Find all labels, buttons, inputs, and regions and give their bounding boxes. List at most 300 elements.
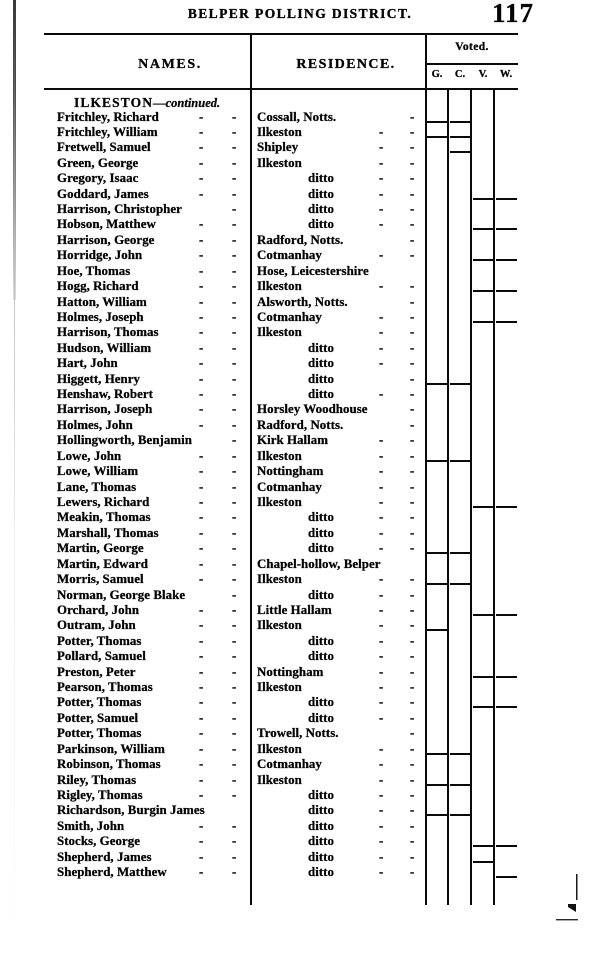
voter-residence: Radford, Notts. (257, 417, 344, 432)
voter-residence: Horsley Woodhouse (257, 402, 368, 417)
voter-name: Fritchley, Richard (57, 109, 159, 124)
name-leader-dash: - (199, 479, 204, 494)
table-row (44, 850, 518, 865)
table-top-rule (44, 33, 518, 35)
voted-tally-mark-v (473, 614, 494, 616)
name-leader-dash: - (199, 417, 204, 432)
residence-leader-dash: - (379, 464, 384, 479)
voter-name: Potter, Samuel (57, 710, 139, 725)
voter-residence: Ilkeston (257, 325, 302, 340)
name-leader-dash: - (199, 849, 204, 864)
table-row (44, 788, 518, 803)
residence-leader-dash: - (410, 618, 415, 633)
voter-residence: ditto (307, 217, 335, 232)
residence-leader-dash: - (410, 155, 415, 170)
voted-tally-mark-g (427, 121, 448, 123)
name-leader-dash: - (232, 248, 237, 263)
name-leader-dash: - (199, 186, 204, 201)
name-leader-dash: - (199, 232, 204, 247)
name-leader-dash: - (232, 525, 237, 540)
voter-name: Rigley, Thomas (57, 787, 143, 802)
residence-leader-dash: - (379, 495, 384, 509)
residence-leader-dash: - (410, 680, 415, 695)
table-row (44, 372, 518, 387)
name-leader-dash: - (199, 387, 204, 402)
name-leader-dash: - (232, 109, 237, 124)
table-row (44, 757, 518, 772)
scan-edge-artifact-fade (14, 0, 15, 958)
voter-name: Potter, Thomas (57, 726, 142, 741)
residence-leader-dash: - (379, 340, 384, 355)
name-leader-dash: - (232, 510, 237, 525)
name-leader-dash: - (199, 741, 204, 756)
residence-leader-dash: - (379, 309, 384, 324)
voter-name: Meakin, Thomas (57, 510, 151, 525)
column-header-names: NAMES. (138, 57, 202, 72)
voter-residence: ditto (307, 171, 335, 186)
table-row (44, 356, 518, 371)
name-leader-dash: - (199, 710, 204, 725)
residence-leader-dash: - (410, 495, 415, 509)
table-row (44, 510, 518, 525)
voted-tally-mark-c (450, 151, 471, 153)
residence-leader-dash: - (410, 772, 415, 787)
residence-leader-dash: - (410, 602, 415, 617)
table-row (44, 171, 518, 186)
voter-residence: Ilkeston (257, 155, 302, 170)
residence-leader-dash: - (410, 417, 415, 432)
voted-tally-mark-g (427, 784, 448, 786)
voter-name: Henshaw, Robert (57, 387, 154, 402)
table-row (44, 865, 518, 880)
name-leader-dash: - (232, 433, 237, 448)
residence-leader-dash: - (410, 510, 415, 525)
voter-name: Fretwell, Samuel (57, 140, 151, 155)
name-leader-dash: - (232, 834, 237, 849)
table-row (44, 618, 518, 633)
voted-tally-mark-g (427, 814, 448, 816)
residence-leader-dash: - (379, 649, 384, 664)
voted-tally-mark-c (450, 814, 471, 816)
name-leader-dash: - (232, 171, 237, 186)
voter-residence: ditto (307, 803, 335, 818)
voter-residence: ditto (307, 695, 335, 710)
residence-leader-dash: - (410, 279, 415, 294)
residence-leader-dash: - (379, 448, 384, 463)
voter-residence: ditto (307, 834, 335, 849)
name-leader-dash: - (199, 541, 204, 556)
voter-name: Pollard, Samuel (57, 649, 146, 664)
voter-residence: Kirk Hallam (257, 433, 329, 448)
voter-name: Stocks, George (57, 834, 141, 849)
table-row (44, 526, 518, 541)
voter-residence: ditto (307, 633, 335, 648)
name-leader-dash: - (199, 649, 204, 664)
voter-name: Green, George (57, 155, 139, 170)
name-leader-dash: - (199, 772, 204, 787)
name-leader-dash: - (199, 402, 204, 417)
voter-name: Preston, Peter (57, 664, 136, 679)
name-leader-dash: - (232, 680, 237, 695)
table-row (44, 634, 518, 649)
voter-name: Gregory, Isaac (57, 171, 139, 186)
name-leader-dash: - (232, 371, 237, 386)
name-leader-dash: - (232, 217, 237, 232)
voted-tally-mark-v (473, 845, 494, 847)
name-leader-dash: - (232, 865, 237, 880)
voter-name: Hollingworth, Benjamin (57, 433, 193, 448)
name-leader-dash: - (232, 325, 237, 340)
names-column-divider (250, 35, 252, 88)
residence-leader-dash: - (410, 525, 415, 540)
name-leader-dash: - (199, 140, 204, 155)
voted-tally-mark-c (450, 784, 471, 786)
voter-name: Morris, Samuel (57, 572, 144, 587)
voter-residence: ditto (307, 510, 335, 525)
residence-leader-dash: - (379, 510, 384, 525)
table-row (44, 402, 518, 417)
residence-leader-dash: - (379, 818, 384, 833)
name-leader-dash: - (232, 495, 237, 509)
name-leader-dash: - (199, 340, 204, 355)
voted-tally-mark-g (427, 460, 448, 462)
name-leader-dash: - (199, 263, 204, 278)
voter-residence: Ilkeston (257, 495, 302, 509)
name-leader-dash: - (232, 279, 237, 294)
table-row (44, 572, 518, 587)
voter-name: Harrison, Christopher (57, 202, 182, 217)
residence-leader-dash: - (410, 232, 415, 247)
name-leader-dash: - (199, 834, 204, 849)
name-leader-dash: - (199, 279, 204, 294)
voter-residence: Ilkeston (257, 448, 302, 463)
voter-residence: Ilkeston (257, 279, 302, 294)
residence-leader-dash: - (379, 202, 384, 217)
voted-tally-mark-v (473, 706, 494, 708)
name-leader-dash: - (199, 556, 204, 571)
table-row (44, 325, 518, 340)
voter-name: Outram, John (57, 618, 136, 633)
voted-tally-mark-w (496, 228, 517, 230)
residence-leader-dash: - (379, 695, 384, 710)
voted-tally-mark-c (450, 121, 471, 123)
residence-leader-dash: - (410, 741, 415, 756)
table-row (44, 156, 518, 171)
voter-name: Harrison, George (57, 232, 155, 247)
residence-leader-dash: - (410, 433, 415, 448)
name-leader-dash: - (232, 309, 237, 324)
voter-name: Potter, Thomas (57, 695, 142, 710)
voter-name: Harrison, Thomas (57, 325, 159, 340)
name-leader-dash: - (199, 325, 204, 340)
name-leader-dash: - (232, 387, 237, 402)
voter-name: Shepherd, Matthew (57, 865, 167, 880)
residence-leader-dash: - (410, 325, 415, 340)
name-leader-dash: - (232, 541, 237, 556)
voter-residence: Cotmanhay (257, 248, 322, 263)
voted-tally-mark-w (496, 290, 517, 292)
name-leader-dash: - (232, 664, 237, 679)
voter-name: Goddard, James (57, 186, 149, 201)
residence-leader-dash: - (410, 572, 415, 587)
residence-leader-dash: - (379, 248, 384, 263)
voted-tally-mark-v (473, 228, 494, 230)
table-row (44, 264, 518, 279)
voted-tally-mark-c (450, 552, 471, 554)
table-row (44, 773, 518, 788)
voter-name: Martin, George (57, 541, 144, 556)
name-leader-dash: - (232, 633, 237, 648)
voter-name: Smith, John (57, 818, 125, 833)
name-leader-dash: - (199, 680, 204, 695)
voter-name: Martin, Edward (57, 556, 148, 571)
table-row (44, 233, 518, 248)
voted-tally-mark-w (496, 321, 517, 323)
residence-leader-dash: - (379, 865, 384, 880)
table-row (44, 742, 518, 757)
voter-residence: ditto (307, 202, 335, 217)
voter-residence: Little Hallam (257, 602, 332, 617)
name-leader-dash: - (232, 649, 237, 664)
residence-leader-dash: - (379, 803, 384, 818)
voter-residence: Shipley (257, 140, 299, 155)
page-corner-artifact (556, 874, 582, 924)
voter-residence: ditto (307, 587, 335, 602)
residence-leader-dash: - (379, 587, 384, 602)
name-leader-dash: - (199, 664, 204, 679)
residence-leader-dash: - (379, 140, 384, 155)
residence-leader-dash: - (410, 587, 415, 602)
table-row (44, 495, 518, 510)
name-leader-dash: - (199, 371, 204, 386)
name-leader-dash: - (232, 186, 237, 201)
residence-leader-dash: - (410, 464, 415, 479)
voted-tally-mark-v (473, 676, 494, 678)
voter-residence: Cossall, Notts. (257, 109, 337, 124)
residence-leader-dash: - (410, 448, 415, 463)
residence-leader-dash: - (379, 602, 384, 617)
name-leader-dash: - (232, 757, 237, 772)
voted-tally-mark-w (496, 706, 517, 708)
residence-leader-dash: - (379, 710, 384, 725)
column-header-voted: Voted. (455, 41, 489, 53)
name-leader-dash: - (199, 356, 204, 371)
residence-leader-dash: - (410, 402, 415, 417)
column-header-voted-c: C. (454, 69, 466, 80)
voter-residence: Hose, Leicestershire (257, 263, 369, 278)
residence-leader-dash: - (410, 202, 415, 217)
residence-leader-dash: - (379, 217, 384, 232)
table-row (44, 695, 518, 710)
table-row (44, 310, 518, 325)
voted-tally-mark-v (473, 321, 494, 323)
voter-name: Potter, Thomas (57, 633, 142, 648)
name-leader-dash: - (199, 109, 204, 124)
residence-leader-dash: - (379, 325, 384, 340)
table-row (44, 726, 518, 741)
residence-leader-dash: - (410, 865, 415, 880)
name-leader-dash: - (199, 155, 204, 170)
voted-tally-mark-g (427, 753, 448, 755)
residence-leader-dash: - (410, 664, 415, 679)
name-leader-dash: - (232, 572, 237, 587)
voter-residence: Nottingham (257, 464, 324, 479)
page-title: BELPER POLLING DISTRICT. (187, 6, 413, 21)
name-leader-dash: - (232, 402, 237, 417)
table-row (44, 557, 518, 572)
table-row (44, 603, 518, 618)
table-row (44, 803, 518, 818)
voter-residence: Alsworth, Notts. (257, 294, 348, 309)
voted-tally-mark-c (450, 136, 471, 138)
voter-residence: Ilkeston (257, 680, 302, 695)
voter-name: Hoe, Thomas (57, 263, 131, 278)
name-leader-dash: - (232, 155, 237, 170)
name-leader-dash: - (232, 356, 237, 371)
name-leader-dash: - (199, 309, 204, 324)
residence-leader-dash: - (379, 479, 384, 494)
voter-name: Lane, Thomas (57, 479, 137, 494)
name-leader-dash: - (199, 248, 204, 263)
name-leader-dash: - (199, 602, 204, 617)
residence-leader-dash: - (379, 525, 384, 540)
table-row (44, 819, 518, 834)
name-leader-dash: - (232, 448, 237, 463)
residence-leader-dash: - (410, 371, 415, 386)
residence-leader-dash: - (410, 356, 415, 371)
residence-leader-dash: - (410, 248, 415, 263)
voted-tally-mark-w (496, 259, 517, 261)
voted-header-rule (426, 63, 518, 65)
voted-tally-mark-w (496, 876, 517, 878)
name-leader-dash: - (232, 602, 237, 617)
name-leader-dash: - (232, 124, 237, 139)
residence-leader-dash: - (379, 618, 384, 633)
voter-residence: Nottingham (257, 664, 324, 679)
table-row (44, 680, 518, 695)
voter-residence: ditto (307, 541, 335, 556)
voter-residence: Cotmanhay (257, 479, 322, 494)
voter-name: Fritchley, William (57, 124, 158, 139)
name-leader-dash: - (232, 695, 237, 710)
residence-leader-dash: - (379, 664, 384, 679)
residence-leader-dash: - (379, 171, 384, 186)
voter-name: Robinson, Thomas (57, 757, 161, 772)
voted-tally-mark-v (473, 259, 494, 261)
residence-leader-dash: - (410, 834, 415, 849)
table-row (44, 541, 518, 556)
residence-leader-dash: - (410, 649, 415, 664)
table-row (44, 248, 518, 263)
residence-leader-dash: - (410, 294, 415, 309)
name-leader-dash: - (199, 726, 204, 741)
voter-name: Hogg, Richard (57, 279, 139, 294)
voted-tally-mark-v (473, 290, 494, 292)
table-row (44, 387, 518, 402)
table-row (44, 464, 518, 479)
residence-leader-dash: - (410, 186, 415, 201)
name-leader-dash: - (199, 510, 204, 525)
name-leader-dash: - (199, 633, 204, 648)
voter-name: Holmes, John (57, 417, 133, 432)
voter-name: Lowe, William (57, 464, 139, 479)
name-leader-dash: - (199, 448, 204, 463)
residence-leader-dash: - (379, 849, 384, 864)
name-leader-dash: - (199, 865, 204, 880)
voter-name: Harrison, Joseph (57, 402, 153, 417)
name-leader-dash: - (232, 772, 237, 787)
residence-leader-dash: - (410, 787, 415, 802)
table-row (44, 341, 518, 356)
residence-leader-dash: - (410, 387, 415, 402)
table-row (44, 110, 518, 125)
residence-leader-dash: - (379, 387, 384, 402)
name-leader-dash: - (199, 171, 204, 186)
residence-leader-dash: - (379, 772, 384, 787)
voted-tally-mark-w (496, 198, 517, 200)
name-leader-dash: - (232, 787, 237, 802)
voter-name: Lewers, Richard (57, 495, 150, 509)
name-leader-dash: - (232, 556, 237, 571)
voted-tally-mark-w (496, 614, 517, 616)
table-row (44, 202, 518, 217)
voter-residence: Trowell, Notts. (257, 726, 339, 741)
table-row (44, 449, 518, 464)
voter-residence: ditto (307, 818, 335, 833)
voted-tally-mark-g (427, 629, 448, 631)
voter-residence: ditto (307, 649, 335, 664)
table-row (44, 140, 518, 155)
table-row (44, 665, 518, 680)
name-leader-dash: - (232, 479, 237, 494)
name-leader-dash: - (232, 263, 237, 278)
residence-leader-dash: - (410, 803, 415, 818)
voter-name: Shepherd, James (57, 849, 152, 864)
residence-leader-dash: - (410, 309, 415, 324)
voter-residence: ditto (307, 356, 335, 371)
name-leader-dash: - (232, 726, 237, 741)
voter-name: Parkinson, William (57, 741, 165, 756)
name-leader-dash: - (232, 294, 237, 309)
voter-residence: Cotmanhay (257, 309, 322, 324)
name-leader-dash: - (232, 140, 237, 155)
name-leader-dash: - (232, 818, 237, 833)
voter-residence: Ilkeston (257, 618, 302, 633)
residence-leader-dash: - (379, 633, 384, 648)
residence-leader-dash: - (379, 572, 384, 587)
voter-residence: ditto (307, 525, 335, 540)
residence-leader-dash: - (379, 186, 384, 201)
voter-residence: Chapel-hollow, Belper (257, 556, 381, 571)
table-row (44, 588, 518, 603)
name-leader-dash: - (232, 232, 237, 247)
residence-leader-dash: - (379, 834, 384, 849)
name-leader-dash: - (199, 757, 204, 772)
voted-tally-mark-g (427, 383, 448, 385)
name-leader-dash: - (199, 818, 204, 833)
residence-leader-dash: - (410, 849, 415, 864)
name-leader-dash: - (232, 618, 237, 633)
table-row (44, 295, 518, 310)
column-header-voted-w: W. (499, 69, 513, 80)
name-leader-dash: - (232, 710, 237, 725)
table-row (44, 711, 518, 726)
name-leader-dash: - (199, 495, 204, 509)
voter-name: Lowe, John (57, 448, 122, 463)
voted-tally-mark-v (473, 506, 494, 508)
voted-tally-mark-v (473, 198, 494, 200)
name-leader-dash: - (232, 849, 237, 864)
